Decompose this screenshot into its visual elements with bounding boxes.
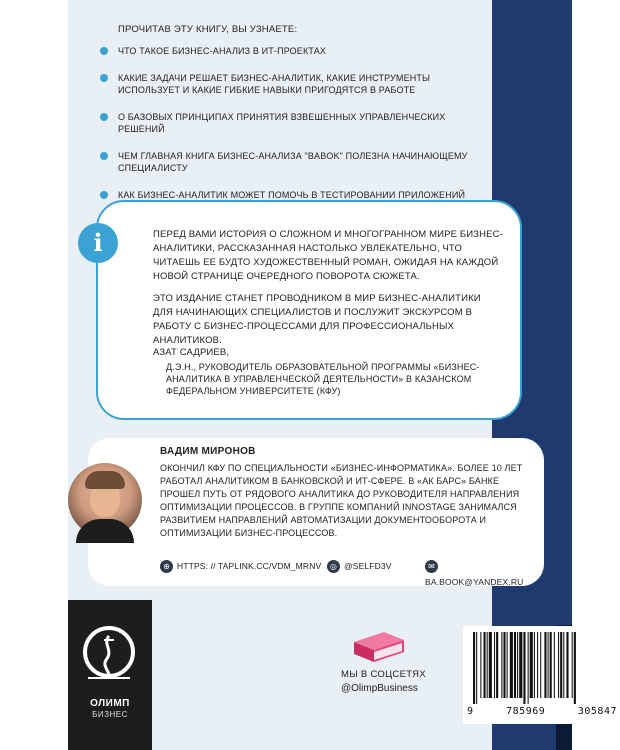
quote-paragraph: ЭТО ИЗДАНИЕ СТАНЕТ ПРОВОДНИКОМ В МИР БИЗНЕС-АНАЛИТИКИ ДЛЯ НАЧИНАЮЩИХ СПЕЦИАЛИСТОВ И ПОСЛУЖИТ ЭКСКУРСОМ В РАБОТУ С БИЗНЕС-ПРОЦЕССАМИ ДЛЯ ПРОФЕССИОНАЛЬНЫХ АНАЛИТИКОВ.	[153, 293, 481, 346]
contact-instagram[interactable]: ◎ @SELFD3V	[327, 558, 392, 574]
bullet-dot-icon	[100, 113, 108, 121]
barcode-bar	[534, 632, 535, 698]
quote-text	[153, 228, 503, 356]
barcode-bar	[501, 632, 502, 698]
publisher-name: ОЛИМП	[90, 698, 130, 709]
barcode-bar	[560, 632, 562, 698]
social-handle[interactable]: @OlimpBusiness	[341, 683, 418, 694]
barcode-digit-group: 785969	[506, 706, 546, 717]
mail-icon: ✉	[425, 560, 438, 573]
barcode-bar	[558, 632, 559, 698]
quote-paragraph: ПЕРЕД ВАМИ ИСТОРИЯ О СЛОЖНОМ И МНОГОГРАННОМ МИРЕ БИЗНЕС-АНАЛИТИКИ, РАССКАЗАННАЯ НАСТОЛЬКО УВЛЕКАТЕЛЬНО, ЧТО ЧИТАЕШЬ ЕЕ БУДТО ХУДОЖЕСТВЕННЫЙ РОМАН, ОЖИДАЯ НА КАЖДОЙ НОВОЙ СТРАНИЦЕ ОЧЕРЕДНОГО ПОВОРОТА СЮЖЕТА.	[153, 229, 503, 282]
barcode-bar	[523, 632, 525, 704]
barcode-bar	[507, 632, 508, 698]
list-item: КАКИЕ ЗАДАЧИ РЕШАЕТ БИЗНЕС-АНАЛИТИК, КАКИЕ ИНСТРУМЕНТЫ ИСПОЛЬЗУЕТ И КАКИЕ ГИБКИЕ НАВЫКИ ПРИГОДЯТСЯ В РАБОТЕ	[100, 72, 490, 97]
barcode-bar	[503, 632, 505, 698]
quote-author-role: Д.Э.Н., РУКОВОДИТЕЛЬ ОБРАЗОВАТЕЛЬНОЙ ПРОГРАММЫ «БИЗНЕС-АНАЛИТИКА В УПРАВЛЕНЧЕСКОЙ ДЕЯТЕЛЬНОСТИ» В КАЗАНСКОМ ФЕДЕРАЛЬНОМ УНИВЕРСИТЕТЕ (КФУ)	[166, 362, 480, 396]
barcode-digit-group: 9	[467, 706, 474, 717]
barcode-bar	[563, 632, 564, 698]
barcode-bar	[574, 632, 576, 704]
intro-title: ПРОЧИТАВ ЭТУ КНИГУ, ВЫ УЗНАЕТЕ:	[118, 24, 298, 35]
barcode-bar	[480, 632, 481, 698]
isbn-barcode	[463, 626, 620, 724]
barcode-bar	[487, 632, 488, 698]
quote-author-name: АЗАТ САДРИЕВ,	[153, 347, 230, 358]
author-name: ВАДИМ МИРОНОВ	[160, 446, 256, 457]
barcode-bar	[510, 632, 513, 698]
author-bio: ОКОНЧИЛ КФУ ПО СПЕЦИАЛЬНОСТИ «БИЗНЕС-ИНФОРМАТИКА». БОЛЕЕ 10 ЛЕТ РАБОТАЛ АНАЛИТИКОМ В БАНКОВСКОЙ И ИТ-СФЕРЕ. В «АК БАРС» БАНКЕ ПРОШЕЛ ПУТЬ ОТ РЯДОВОГО АНАЛИТИКА ДО РУКОВОДИТЕЛЯ НАПРАВЛЕНИЯ ОПТИМИЗАЦИИ ПРОЦЕССОВ. В ГРУППЕ КОМПАНИЙ INNOSTAGE ЗАНИМАЛСЯ РАЗВИТИЕМ НАПРАВЛЕНИЙ АВТОМАТИЗАЦИИ ДОКУМЕНТООБОРОТА И ОПТИМИЗАЦИИ БИЗНЕС-ПРОЦЕССОВ.	[160, 463, 523, 538]
barcode-bar	[572, 632, 573, 698]
barcode-bar	[496, 632, 498, 698]
barcode-bar	[550, 632, 552, 698]
barcode-bar	[517, 632, 518, 698]
barcode-bar	[528, 632, 529, 704]
avatar-hair	[85, 471, 125, 489]
barcode-bar	[489, 632, 492, 698]
publisher-subtitle: БИЗНЕС	[92, 710, 128, 719]
contact-website[interactable]: ⊕ HTTPS: // TAPLINK.CC/VDM_MRNV	[160, 558, 321, 574]
list-item: ЧТО ТАКОЕ БИЗНЕС-АНАЛИЗ В ИТ-ПРОЕКТАХ	[100, 45, 490, 58]
olimp-logo-icon	[80, 614, 138, 694]
barcode-bar	[530, 632, 533, 698]
barcode-bar	[473, 632, 475, 704]
bullet-dot-icon	[100, 74, 108, 82]
barcode-bar	[519, 632, 522, 698]
author-contacts	[160, 558, 540, 587]
bullet-dot-icon	[100, 191, 108, 199]
barcode-bar	[554, 632, 555, 698]
bullet-dot-icon	[100, 152, 108, 160]
barcode-bar	[514, 632, 516, 698]
avatar-shirt	[76, 519, 134, 543]
instagram-icon: ◎	[327, 560, 340, 573]
barcode-bars	[471, 632, 612, 704]
list-item: О БАЗОВЫХ ПРИНЦИПАХ ПРИНЯТИЯ ВЗВЕШЕННЫХ УПРАВЛЕНЧЕСКИХ РЕШЕНИЙ	[100, 111, 490, 136]
bullet-dot-icon	[100, 47, 108, 55]
learning-list	[100, 45, 490, 215]
social-label: МЫ В СОЦСЕТЯХ	[341, 669, 426, 680]
quote-author	[153, 347, 513, 397]
barcode-bar	[544, 632, 546, 698]
list-item: ЧЕМ ГЛАВНАЯ КНИГА БИЗНЕС-АНАЛИЗА "BABOK" ПОЛЕЗНА НАЧИНАЮЩЕМУ СПЕЦИАЛИСТУ	[100, 150, 490, 175]
barcode-digits	[467, 706, 617, 717]
globe-icon: ⊕	[160, 560, 173, 573]
barcode-bar	[548, 632, 549, 698]
barcode-bar	[537, 632, 538, 698]
author-avatar	[68, 463, 142, 537]
barcode-bar	[540, 632, 541, 698]
list-item: КАК БИЗНЕС-АНАЛИТИК МОЖЕТ ПОМОЧЬ В ТЕСТИРОВАНИИ ПРИЛОЖЕНИЙ	[100, 189, 490, 202]
barcode-bar	[494, 632, 495, 698]
info-icon: i	[78, 223, 118, 263]
barcode-bar	[484, 632, 486, 698]
contact-email[interactable]: ✉BA.BOOK@YANDEX.RU	[425, 562, 524, 587]
publisher-panel	[68, 600, 152, 750]
barcode-bar	[566, 632, 568, 698]
barcode-bar	[476, 632, 477, 704]
barcode-digit-group: 305847	[577, 706, 617, 717]
book-icon	[350, 628, 408, 666]
